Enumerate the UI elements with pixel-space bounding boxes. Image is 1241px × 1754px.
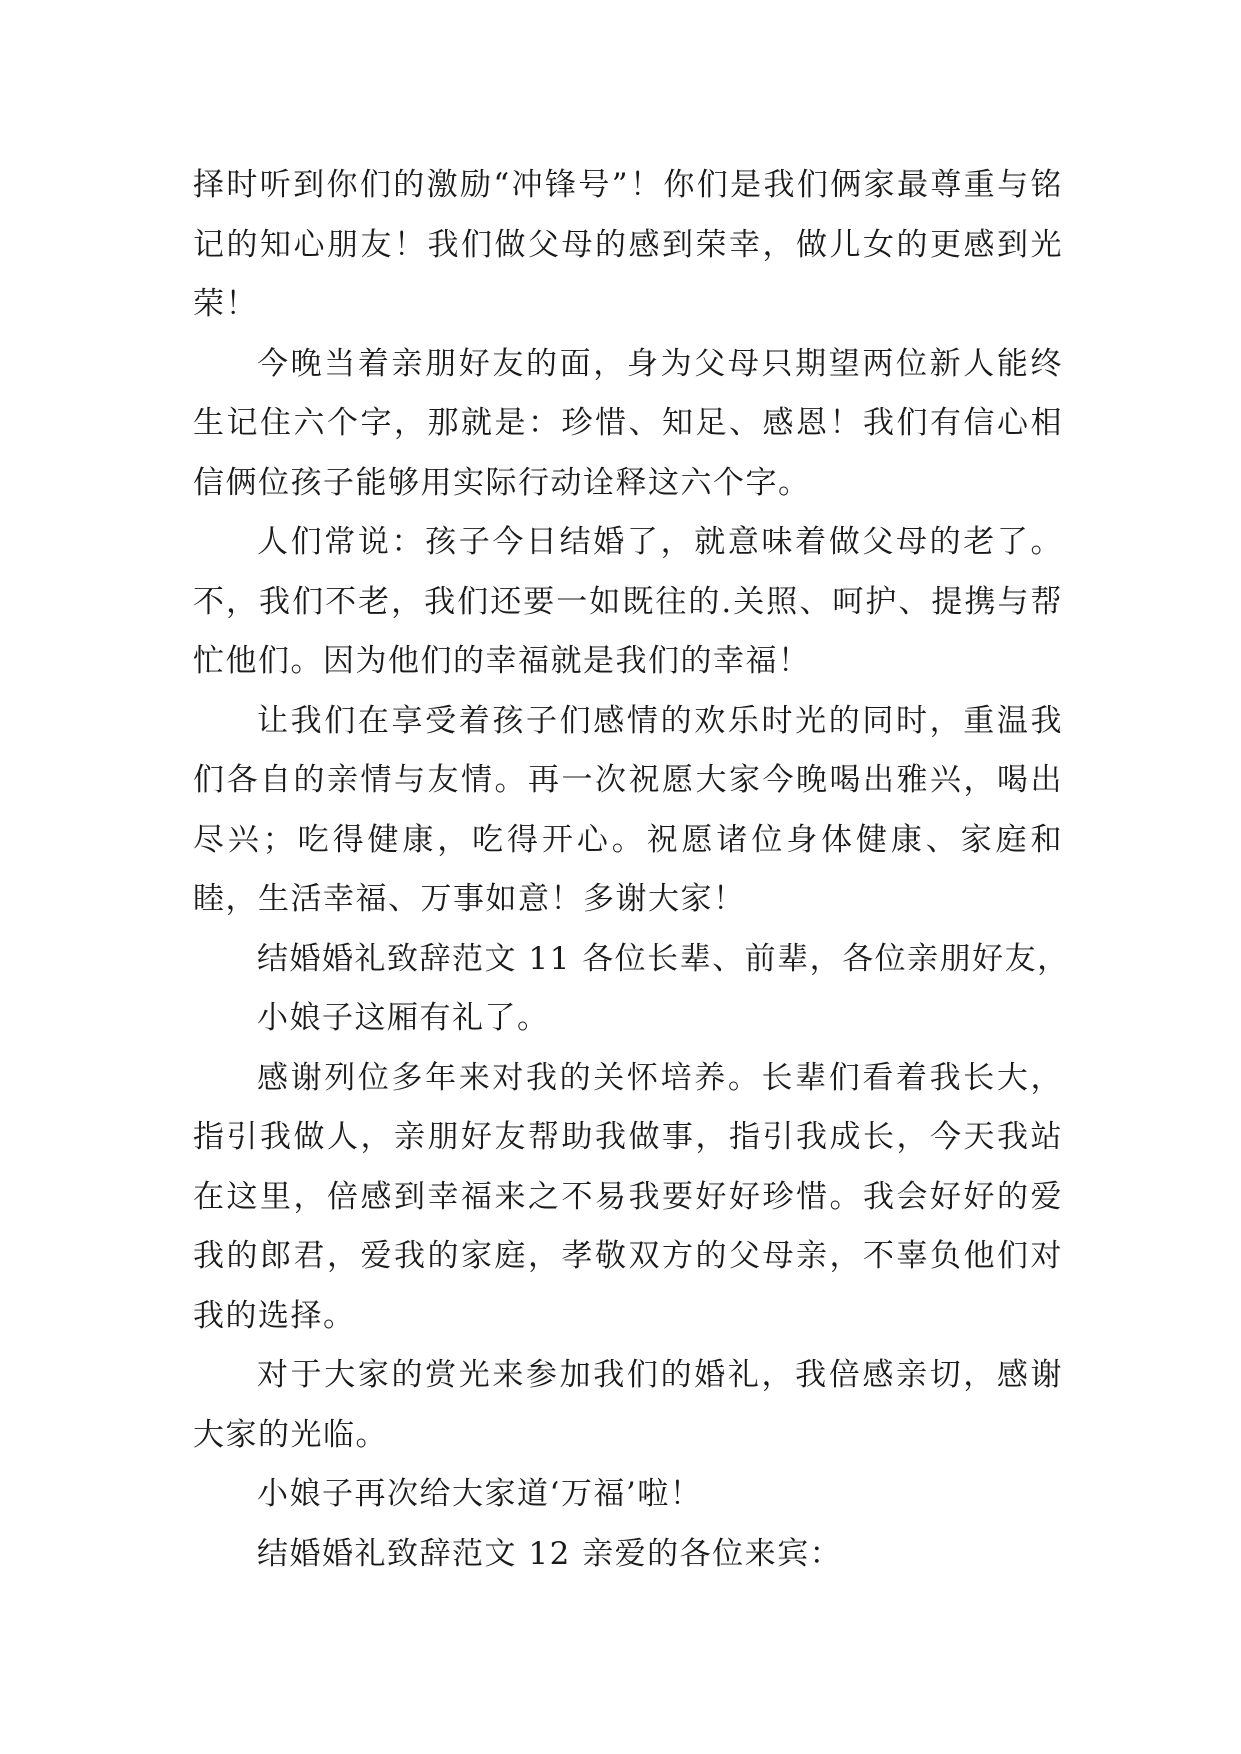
paragraph-7: 感谢列位多年来对我的关怀培养。长辈们看着我长大，指引我做人，亲朋好友帮助我做事，指引我成长，今天我站在这里，倍感到幸福来之不易我要好好珍惜。我会好好的爱我的郎君，爱我的家庭，孝敬双方的父母亲，不辜负他们对我的选择。 xyxy=(193,1059,1063,1334)
paragraph-5: 结婚婚礼致辞范文 11 各位长辈、前辈，各位亲朋好友， xyxy=(257,940,1070,977)
paragraph-10: 结婚婚礼致辞范文 12 亲爱的各位来宾： xyxy=(257,1535,843,1572)
document-body xyxy=(193,156,1070,1584)
paragraph-8: 对于大家的赏光来参加我们的婚礼，我倍感亲切，感谢大家的光临。 xyxy=(193,1357,1063,1453)
paragraph-9: 小娘子再次给大家道‘万福’啦！ xyxy=(257,1476,703,1512)
paragraph-6: 小娘子这厢有礼了。 xyxy=(257,1000,550,1036)
paragraph-3: 人们常说：孩子今日结婚了，就意味着做父母的老了。不，我们不老，我们还要一如既往的.关照、呵护、提携与帮忙他们。因为他们的幸福就是我们的幸福！ xyxy=(193,524,1063,679)
paragraph-2: 今晚当着亲朋好友的面，身为父母只期望两位新人能终生记住六个字，那就是：珍惜、知足、感恩！我们有信心相信俩位孩子能够用实际行动诠释这六个字。 xyxy=(193,345,1063,501)
paragraph-1: 择时听到你们的激励“冲锋号”！你们是我们俩家最尊重与铭记的知心朋友！我们做父母的感到荣幸，做儿女的更感到光荣！ xyxy=(193,167,1063,322)
paragraph-4: 让我们在享受着孩子们感情的欢乐时光的同时，重温我们各自的亲情与友情。再一次祝愿大家今晚喝出雅兴，喝出尽兴；吃得健康，吃得开心。祝愿诸位身体健康、家庭和睦，生活幸福、万事如意！多谢大家！ xyxy=(193,702,1063,917)
